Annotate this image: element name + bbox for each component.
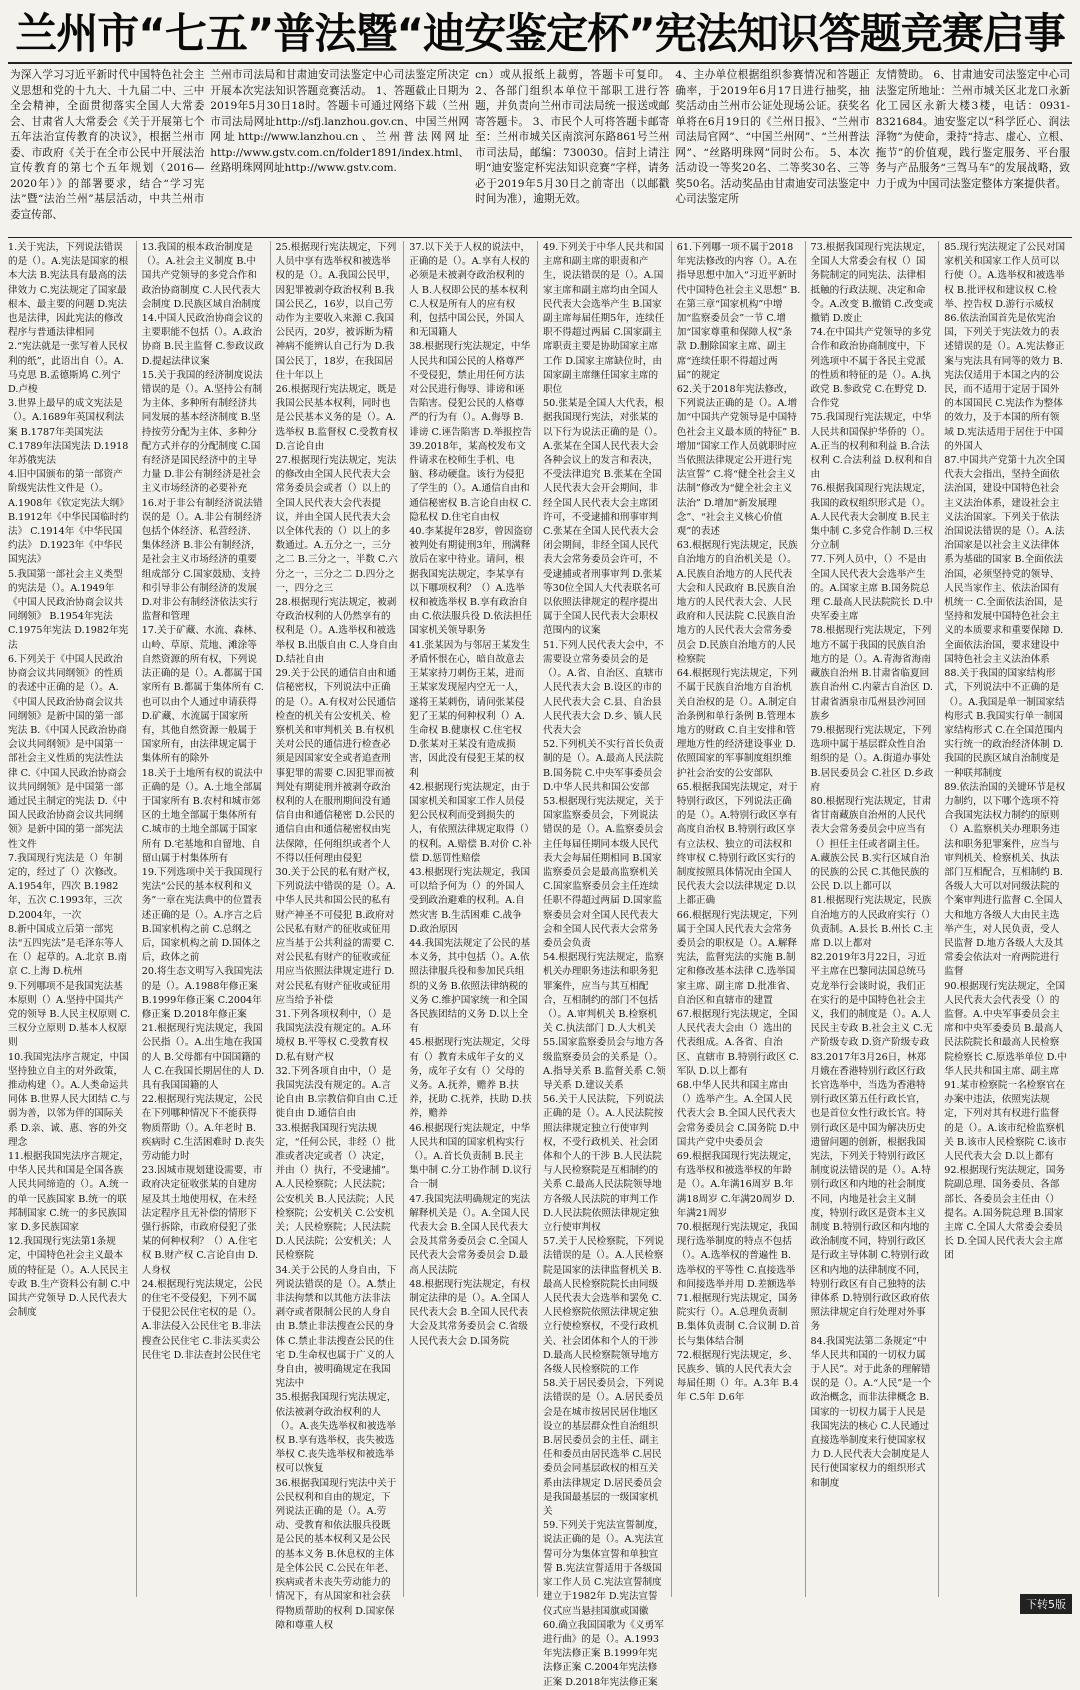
quiz-question: 61.下列哪一项不属于2018年宪法修改的内容（）。A.在指导思想中加入“习近平新时代中国特色社会主义思想” B.在第三章“国家机构”中增加“监察委员会”一节 C.增加“国家尊重和保障人权”条款 D.删除国家主席、副主席“连续任职不得超过两届”的规定 xyxy=(676,242,801,381)
quiz-question: 57.关于人民检察院，下列说法错误的是（）。A.人民检察院是国家的法律监督机关 B.最高人民检察院院长由同级人民代表大会选举和罢免 C.人民检察院依照法律规定独立行使检察权，不受行政机关、社会团体和个人的干涉 D.最高人民检察院领导地方各级人民检察院的工作 xyxy=(543,1236,664,1376)
quiz-question: 46.根据现行宪法规定，中华人民共和国的国家机构实行（）。A.首长负责制 B.民主集中制 C.分工协作制 D.议行合一制 xyxy=(409,1122,532,1191)
quiz-column xyxy=(275,241,405,1631)
quiz-question: 75.我国现行宪法规定，中华人民共和国保护华侨的（）。A.正当的权利和利益 B.合法权利 C.合法利益 D.权利和自由 xyxy=(810,412,933,481)
quiz-question: 21.根据现行宪法规定，我国公民指（）。A.出生地在我国的人 B.父母都有中国国籍的人 C.在我国长期居住的人 D.具有我国国籍的人 xyxy=(141,1023,265,1091)
quiz-question: 54.根据现行宪法规定，监察机关办理职务违法和职务犯罪案件，应当与其互相配合，互相制约的部门不包括（）。A.审判机关 B.检察机关 C.执法部门 D.人大机关 xyxy=(543,952,664,1035)
quiz-question: 77.下列人员中，（）不是由全国人民代表大会选举产生的。A.国家主席 B.国务院总理 C.最高人民法院院长 D.中央军委主席 xyxy=(810,554,933,623)
quiz-question: 88.关于我国的国家结构形式，下列说法中不正确的是（）。A.我国是单一制国家结构形式 B.我国实行单一制国家结构形式 C.在全国范围内实行统一的政治经济体制 D.我国的民族区域自治制度是一种联邦制度 xyxy=(944,668,1065,779)
quiz-question: 45.根据现行宪法规定，父母有（）教育未成年子女的义务，成年子女有（）父母的义务。A.抚养，赡养 B.扶养，抚助 C.抚养，扶助 D.扶养，赡养 xyxy=(409,1037,532,1120)
quiz-column xyxy=(944,241,1072,1597)
quiz-question: 67.根据现行宪法规定，全国人民代表大会由（）选出的代表组成。A.各省、自治区、直辖市 B.特别行政区 C.军队 D.以上都有 xyxy=(676,1008,799,1077)
quiz-question: 35.根据我国现行宪法规定，依法被剥夺政治权利的人（）。A.丧失选举权和被选举权 B.享有选举权，丧失被选举权 C.丧失选举权和被选举权可以恢复 xyxy=(275,1392,397,1475)
quiz-question: 10.我国宪法序言规定，中国坚持独立自主的对外政策，推动构建（）。A.人类命运共同体 B.世界人民大团结 C.与弱为善，以邻为伴的国际关系 D.亲、诚、惠、容的外交理念 xyxy=(8,1051,131,1148)
quiz-column xyxy=(677,241,806,1597)
quiz-question: 81.根据现行宪法规定，民族自治地方的人民政府实行（）负责制。A.县长 B.州长 C.主席 D.以上都对 xyxy=(810,895,934,949)
quiz-question: 91.某市检察院一名检察官在办案中违法，依照宪法规定，下列对其有权进行监督的是（）。A.该市纪检监察机关 B.该市人民检察院 C.该市人民代表大会 D.以上都有 xyxy=(944,1079,1067,1162)
quiz-question: 5.我国第一部社会主义类型的宪法是（）。A.1949年《中国人民政治协商会议共同纲领》 B.1954年宪法 C.1975年宪法 D.1982年宪法 xyxy=(8,568,129,651)
quiz-question: 25.根据现行宪法规定，下列人员中享有选举权和被选举权的是（）。A.我国公民甲，因犯罪被剥夺政治权利 B.我国公民乙，16岁，以自己劳动作为主要收入来源 C.我国公民丙，20岁，被诉断为精神病不能辨认自己行为 D.我国公民丁，18岁，在我国居住十年以上 xyxy=(275,242,397,381)
quiz-question: 32.下列各项自由中，（）是我国宪法没有规定的。A.言论自由 B.宗教信仰自由 C.迁徙自由 D.通信自由 xyxy=(275,1065,398,1120)
quiz-question: 74.在中国共产党领导的多党合作和政治协商制度中，下列选项中不属于各民主党派的性质和特征的是（）。A.执政党 B.参政党 C.在野党 D.合作党 xyxy=(810,327,932,410)
quiz-question: 22.根据现行宪法规定，公民在下列哪种情况下不能获得物质帮助（）。A.年老时 B.疾病时 C.生活困难时 D.丧失劳动能力时 xyxy=(141,1094,265,1162)
quiz-question: 16.对于非公有制经济说法错误的是（）。A.非公有制经济包括个体经济、私营经济、集体经济 B.非公有制经济，是社会主义市场经济的重要组成部分 C.国家鼓励、支持和引导非公有制经济的发展 D.对非公有制经济依法实行监督和管理 xyxy=(141,497,263,623)
quiz-question: 80.根据现行宪法规定，甘肃省甘南藏族自治州的人民代表大会常务委员会中应当有（）担任主任或者副主任。A.藏族公民 B.实行区域自治的民族的公民 C.其他民族的公民 D.以上都可以 xyxy=(810,795,932,893)
quiz-question: 39.2018年，某高校发布文件请求在校师生手机、电脑、移动硬盘。该行为侵犯了学生的（）。A.通信自由和通信秘密权 B.言论自由权 C.隐私权 D.住宅自由权 xyxy=(409,440,532,523)
quiz-question: 40.李某捉年28岁，曾因盗窃被判处有期徒刑3年，刑满释放后在家中待业。请问，根据我国宪法规定，李某享有以下哪项权利？（）A.选举权和被选举权 B.享有政治自由 C.依法服兵役 D.依法担任国家机关领导职务 xyxy=(409,526,533,637)
quiz-question: 89.依法治国的关键环节是权力制约，以下哪个选项不符合我国宪法权力制约的原则（）A.监察机关办理职务违法和职务犯罪案件，应当与审判机关、检察机关、执法部门互相配合，互相制约 B.各级人大可以对同级法院的个案审判进行监督 C.全国人大和地方各级人大由民主选举产生，对人民负责，受人民监督 D.地方各级人大及其常委会依法对一府两院进行监督 xyxy=(944,781,1066,978)
quiz-question: 15.关于我国的经济制度说法错误的是（）。A.坚持公有制为主体、多种所有制经济共同发展的基本经济制度 B.坚持按劳分配为主体、多种分配方式并存的分配制度 C.国有经济是国民经济中的主导力量 D.非公有制经济是社会主义市场经济的必要补充 xyxy=(141,369,263,495)
quiz-question: 37.以下关于人权的说法中，正确的是（）。A.享有人权的必须是未被剥夺政治权利的人 B.人权即公民的基本权利 C.人权是所有人的应有权利，包括中国公民，外国人和无国籍人 xyxy=(409,242,531,339)
quiz-question: 29.关于公民的通信自由和通信秘密权，下列说法中正确的是（）。A.有权对公民通信检查的机关有公安机关、检察机关和审判机关 B.有权机关对公民的通信进行检查必须是因国家安全或者追查刑事犯罪的需要 C.因犯罪而被判处有期徒刑并被剥夺政治权利的人在服刑期间没有通信自由和通信秘密 D.公民的通信自由和通信秘密权由宪法保障，任何组织或者个人不得以任何理由侵犯 xyxy=(275,668,397,864)
quiz-question: 52.下列机关不实行首长负责制的是（）。A.最高人民法院 B.国务院 C.中央军事委员会 D.中华人民共和国公安部 xyxy=(543,739,664,793)
quiz-question: 69.根据我国现行宪法规定，有选举权和被选举权的年龄是（）。A.年满16周岁 B.年满18周岁 C.年满20周岁 D.年满21周岁 xyxy=(676,1151,798,1219)
quiz-question: 11.根据我国宪法序言规定，中华人民共和国是全国各族人民共同缔造的（）。A.统一的单一民族国家 B.统一的联邦制国家 C.统一的多民族国家 D.多民族国家 xyxy=(8,1151,129,1234)
quiz-question: 85.现行宪法规定了公民对国家机关和国家工作人员可以行使（）。A.选举权和被选举权 B.批评权和建议权 C.检举、控告权 D.游行示威权 xyxy=(944,242,1066,310)
quiz-question: 48.根据现行宪法规定，有权制定法律的是（）。A.全国人民代表大会 B.全国人民代表大会及其常务委员会 C.省级人民代表大会 D.国务院 xyxy=(409,1278,531,1347)
quiz-question: 34.关于公民的人身自由，下列说法错误的是（）。A.禁止非法拘禁和以其他方法非法剥夺或者限制公民的人身自由 B.禁止非法搜查公民的身体 C.禁止非法搜查公民的住宅 D.生命权也属于广义的人身自由，被明确规定在我国宪法中 xyxy=(275,1264,397,1390)
quiz-question: 24.根据现行宪法规定，公民的住宅不受侵犯，下列不属于侵犯公民住宅权的是（）。A.非法侵入公民住宅 B.非法搜查公民住宅 C.非法买卖公民住宅 D.非法查封公民住宅 xyxy=(141,1278,263,1361)
quiz-question: 62.关于2018年宪法修改，下列说法正确的是（）。A.增加“中国共产党领导是中国特色社会主义最本质的特征” B.增加“国家工作人员就职时应当依照法律规定公开进行宪法宣誓” C.将“健全社会主义法制”修改为“健全社会主义法治” D.增加“新发展理念”、“社会主义核心价值观”的表述 xyxy=(676,384,801,538)
quiz-question: 72.根据现行宪法规定，乡、民族乡、镇的人民代表大会每届任期（）年。A.3年 B.4年 C.5年 D.6年 xyxy=(676,1349,799,1404)
headline-rule xyxy=(8,62,1072,64)
quiz-column xyxy=(811,241,940,1597)
quiz-question: 43.根据现行宪法规定，我国可以给予何为（）的外国人受到政治避难的权利。A.自然灾害 B.生活困难 C.战争 D.政治原因 xyxy=(409,866,531,935)
quiz-question: 64.根据现行宪法规定，下列不属于民族自治地方自治机关自治权的是（）。A.制定自治条例和单行条例 B.管理本地方的财政 C.自主安排和管理地方性的经济建设事业 D.依照国家的军事制度组织维护社会治安的公安部队 xyxy=(676,668,798,779)
quiz-question: 30.关于公民的私有财产权，下列说法中错误的是（）。A.中华人民共和国公民的私有财产神圣不可侵犯 B.政府对公民私有财产的征收或征用应当基于公共利益的需要 C.对公民私有财产的征收或征用应当依照法律规定进行 D.对公民私有财产征收或征用应当给予补偿 xyxy=(275,866,397,1006)
quiz-question: 14.中国人民政治协商会议的主要职能不包括（）。A.政治协商 B.民主监督 C.参政议政 D.提起法律议案 xyxy=(141,313,264,367)
quiz-question: 44.我国宪法规定了公民的基本义务，其中包括（）。A.依照法律服兵役和参加民兵组织的义务 B.依照法律纳税的义务 C.维护国家统一和全国各民族团结的义务 D.以上全有 xyxy=(409,937,531,1035)
quiz-question: 51.下列人民代表大会中，不需要设立常务委员会的是（）。A.省、自治区、直辖市人民代表大会 B.设区的市的人民代表大会 C.县、自治县人民代表大会 D.乡、镇人民代表大会 xyxy=(543,639,664,736)
quiz-question: 68.中华人民共和国主席由（）选举产生。A.全国人民代表大会 B.全国人民代表大会常务委员会 C.国务院 D.中国共产党中央委员会 xyxy=(676,1079,800,1148)
quiz-question: 13.我国的根本政治制度是（）。A.社会主义制度 B.中国共产党领导的多党合作和政治协商制度 C.人民代表大会制度 D.民族区域自治制度 xyxy=(141,242,261,310)
quiz-question: 63.根据现行宪法规定，民族自治地方的自治机关是（）。A.民族自治地方的人民代表大会和人民政府 B.民族自治地方的人民代表大会、人民政府和人民法院 C.民族自治地方的人民代表大会常务委员会 D.民族自治地方的人民检察院 xyxy=(676,540,798,665)
quiz-question: 9.下列哪项不是我国宪法基本原则（）A.坚持中国共产党的领导 B.人民主权原则 C.三权分立原则 D.基本人权原则 xyxy=(8,980,131,1049)
quiz-question: 82.2019年3月22日，习近平主席在巴黎同法国总统马克龙举行会谈时说，我们正在实行的是中国特色社会主义，我们的制度是（）。A.人民民主专政 B.社会主义 C.无产阶级专政 D.资产阶级专政 xyxy=(810,952,933,1049)
quiz-column xyxy=(409,241,538,1597)
quiz-question: 47.我国宪法明确规定的宪法解释机关是（）。A.全国人民代表大会 B.全国人民代表大会及其常务委员会 C.全国人民代表大会常务委员会 D.最高人民法院 xyxy=(409,1193,531,1276)
quiz-column xyxy=(142,241,271,1597)
quiz-question: 71.根据现行宪法规定，国务院实行（）。A.总理负责制 B.集体负责制 C.合议制 D.首长与集体结合制 xyxy=(676,1293,800,1347)
section-rule xyxy=(8,237,1072,238)
quiz-question: 49.下列关于中华人民共和国主席和副主席的职责和产生，说法错误的是（）。A.国家主席和副主席均由全国人民代表大会选举产生 B.国家副主席每届任期5年，连续任职不得超过两届 C.国家副主席职责主要是协助国家主席工作 D.国家主席缺位时，由国家副主席继任国家主席的职位 xyxy=(543,242,665,396)
quiz-question: 76.根据我国现行宪法规定，我国的政权组织形式是（）。A.人民代表大会制度 B.民主集中制 C.多党合作制 D.三权分立制 xyxy=(810,483,933,552)
quiz-question: 58.关于居民委员会，下列说法错误的是（）。A.居民委员会是在城市按居民居住地区设立的基层群众性自治组织 B.居民委员会的主任、副主任和委员由居民选举 C.居民委员会同基层政权的相互关系由法律规定 D.居民委员会是我国最基层的一级国家机关 xyxy=(543,1378,664,1518)
quiz-question: 66.根据现行宪法规定，下列属于全国人民代表大会常务委员会的职权是（）。A.解释宪法，监督宪法的实施 B.制定和修改基本法律 C.选举国家主席、副主席 D.批准省、自治区和直辖市的建置 xyxy=(676,909,798,1006)
quiz-question: 18.关于土地所有权的说法中正确的是（）。A.土地全部属于国家所有 B.农村和城市郊区的土地全部属于集体所有 C.城市的土地全部属于国家所有 D.宅基地和自留地、自留山属于村集体所有 xyxy=(141,767,263,864)
quiz-question: 41.张某因为与邻居王某发生矛盾怀恨在心，暗自故意去王某家持刀刺伤王某，进而王某家发现屋内空无一人，遂将王某刺伤，请问张某侵犯了王某的何种权利（）A.生命权 B.健康权 C.住宅权 D.张某对王某没有造成损害，因此没有侵犯王某的权利 xyxy=(409,639,531,779)
quiz-question: 20.将生态文明写入我国宪法的是（）。A.1988年修正案 B.1999年修正案 C.2004年修正案 D.2018年修正案 xyxy=(141,966,263,1020)
quiz-question: 42.根据现行宪法规定，由于国家机关和国家工作人员侵犯公民权利而受到损失的人，有依照法律规定取得（）的权利。A.赔偿 B.对价 C.补偿 D.惩罚性赔偿 xyxy=(409,781,532,864)
intro-paragraph: 兰州市司法局和甘肃迪安司法鉴定中心司法鉴定所决定开展本次宪法知识答题竞赛活动。 1、答题截止日期为2019年5月30日18时。答题卡可通过网络下载（兰州市司法局网址http://sfj.lanzhou.gov.cn、中国兰州网网址http://www.lanzhou.cn、兰州普法网网址http://www.gstv.com.cn/folder1891/index.html、丝路明珠网网址http://www.gstv.com. xyxy=(210,69,470,174)
intro-paragraph: 为深入学习习近平新时代中国特色社会主义思想和党的十九大、十九届二中、三中全会精神，全面贯彻落实全国人大常委会、甘肃省人大常委会《关于开展第七个五年法治宣传教育的决议》，根据兰州市委、市政府《关于在全市公民中开展法治宣传教育的第七个五年规划（2016—2020年）》的部署要求，结合“学习宪法”暨“法治兰州”基层活动，中共兰州市委宣传部、 xyxy=(10,69,205,221)
continued-note: 下转5版 xyxy=(1020,1594,1072,1614)
headline: 兰州市“七五”普法暨“迪安鉴定杯”宪法知识答题竞赛启事 xyxy=(15,9,1065,58)
quiz-question: 6.下列关于《中国人民政治协商会议共同纲领》的性质的表述中正确的是（）。A.《中国人民政治协商会议共同纲领》是新中国的第一部宪法 B.《中国人民政治协商会议共同纲领》是中国第一部社会主义性质的宪法性法律 C.《中国人民政治协商会议共同纲领》是中国第一部通过民主制定的宪法 D.《中国人民政治协商会议共同纲领》是新中国的第一部宪法性文件 xyxy=(8,653,127,850)
quiz-question: 60.确立我国国歌为《义勇军进行曲》的是（）。A.1993年宪法修正案 B.1999年宪法修正案 C.2004年宪法修正案 D.2018年宪法修正案 xyxy=(543,1619,664,1688)
quiz-question: 78.根据现行宪法规定，下列地方不属于我国的民族自治地方的是（）。A.青海省海南藏族自治州 B.甘肃省临夏回族自治州 C.内蒙古自治区 D.甘肃省酒泉市瓜州县沙河回族乡 xyxy=(810,625,933,722)
quiz-question: 19.下列选项中关于我国现行宪法“公民的基本权利和义务”一章在宪法典中的位置表述正确的是（）。A.序言之后 B.国家机构之前 C.总纲之后，国家机构之前 D.国体之后，政体之前 xyxy=(141,866,263,964)
intro-paragraph: cn）或从报纸上裁剪，答题卡可复印。 2、各部门组织本单位干部职工进行答题，并负责向兰州市司法局统一报送或邮寄答题卡。 3、市民个人可将答题卡邮寄至：兰州市城关区南滨河东路861号兰州市司法局，邮编：730030。信封上请注明“迪安鉴定杯宪法知识竞赛”字样，请务必于2019年5月30日之前寄出（以邮戳时间为准），逾期无效。 xyxy=(475,69,670,205)
quiz-question: 27.根据现行宪法规定，宪法的修改由全国人民代表大会常务委员会或者（）以上的全国人民代表大会代表提议，并由全国人民代表大会以全体代表的（）以上的多数通过。A.五分之一，三分之二 B.三分之一，半数 C.六分之一，三分之二 D.四分之一，四分之三 xyxy=(275,455,398,594)
quiz-question: 73.根据我国现行宪法规定，全国人大常委会有权（）国务院制定的同宪法、法律相抵触的行政法规、决定和命令。A.改变 B.撤销 C.改变或撤销 D.废止 xyxy=(810,242,934,325)
quiz-question: 7.我国现行宪法是（）年制定的，经过了（）次修改。A.1954年，四次 B.1982年，五次 C.1993年，三次 D.2004年，一次 xyxy=(8,852,124,921)
quiz-question: 38.根据现行宪法规定，中华人民共和国公民的人格尊严不受侵犯，禁止用任何方法对公民进行侮辱、诽谤和诬告陷害。侵犯公民的人格尊严的行为有（）。A.侮辱 B.诽谤 C.诬告陷害 D.举报控告 xyxy=(409,341,532,438)
quiz-question: 84.我国宪法第二条规定“中华人民共和国的一切权力属于人民”。对于此条的理解错误的是（）。A.“人民”是一个政治概念，而非法律概念 B.国家的一切权力属于人民是我国宪法的核心 C.人民通过直接选举制度来行使国家权力 D.人民代表大会制度是人民行使国家权力的组织形式和制度 xyxy=(810,1335,932,1489)
quiz-column xyxy=(543,241,672,1688)
quiz-question: 56.关于人民法院，下列说法正确的是（）。A.人民法院按照法律规定独立行使审判权，不受行政机关、社会团体和个人的干涉 B.人民法院与人民检察院是互相制约的关系 C.最高人民法院领导地方各级人民法院的审判工作 D.人民法院依照法律规定独立行使审判权 xyxy=(543,1094,664,1234)
intro-section xyxy=(8,66,1072,234)
quiz-question: 65.根据我国宪法规定，对于特别行政区，下列说法正确的是（）。A.特别行政区享有高度自治权 B.特别行政区享有立法权、独立的司法权和终审权 C.特别行政区实行的制度按照具体情况由全国人民代表大会以法律规定 D.以上都正确 xyxy=(676,781,798,907)
quiz-question: 50.张某是全国人大代表，根据我国现行宪法，对张某的以下行为说法正确的是（）。A.张某在全国人民代表大会各种会议上的发言和表决，不受法律追究 B.张某在全国人民代表大会开会期间，非经全国人民代表大会主席团许可，不受逮捕和刑事审判 C.张某在全国人民代表大会闭会期间，非经全国人民代表大会常务委员会许可，不受逮捕或者刑事审判 D.张某等30位全国人大代表联名可以依照法律规定的程序提出属于全国人民代表大会职权范围内的议案 xyxy=(543,398,664,637)
quiz-question: 28.根据现行宪法规定，被剥夺政治权利的人仍然享有的权利是（）。A.选举权和被选举权 B.出版自由 C.人身自由 D.结社自由 xyxy=(275,597,398,665)
quiz-column xyxy=(8,241,137,1597)
quiz-question: 1.关于宪法，下列说法错误的是（）。A.宪法是国家的根本大法 B.宪法具有最高的法律效力 C.宪法规定了国家最根本、最主要的问题 D.宪法也是法律，因此宪法的修改程序与普通法律相同 xyxy=(8,242,129,339)
quiz-question: 53.根据现行宪法规定，关于国家监察委员会，下列说法错误的是（）。A.监察委员会主任每届任期同本级人民代表大会每届任期相同 B.国家监察委员会是最高监察机关 C.国家监察委员会主任连续任职不得超过两届 D.国家监察委员会对全国人民代表大会和全国人民代表大会常务委员会负责 xyxy=(543,795,664,949)
quiz-question: 31.下列各项权利中，（）是我国宪法没有规定的。A.环境权 B.平等权 C.受教育权 D.私有财产权 xyxy=(275,1008,392,1063)
quiz-question: 90.根据现行宪法规定，全国人民代表大会代表受（）的监督。A.中央军事委员会主席和中央军委委员 B.最高人民法院院长和最高人民检察院检察长 C.原选举单位 D.中华人民共和国主席、副主席 xyxy=(944,980,1067,1077)
quiz-question: 12.我国现行宪法第1条规定，中国特色社会主义最本质的特征是（）。A.人民民主专政 B.生产资料公有制 C.中国共产党领导 D.人民代表大会制度 xyxy=(8,1236,131,1319)
quiz-question: 36.根据我国现行宪法中关于公民权利和自由的规定，下列说法正确的是（）。A.劳动、受教育和依法服兵役既是公民的基本权利又是公民的基本义务 B.休息权的主体是全体公民 C.公民在年老、疾病或者未丧失劳动能力的情况下，有从国家和社会获得物质帮助的权利 D.国家保障和尊重人权 xyxy=(275,1477,397,1631)
quiz-question: 83.2017年3月26日，林郑月娥在香港特别行政区行政长官选举中，当选为香港特别行政区第五任行政长官，也是首位女性行政长官。特别行政区是中国为解决历史遗留问题的创新，根据我国宪法，下列关于特别行政区制度说法错误的是（）。A.特别行政区和内地的社会制度不同，内地是社会主义制度，特别行政区是资本主义制度 B.特别行政区和内地的政治制度不同，特别行政区是行政主导体制 C.特别行政区和内地的法律制度不同，特别行政区有自己独特的法律体系 D.特别行政区政府依照法律规定自行处理对外事务 xyxy=(810,1051,931,1333)
quiz-question: 55.国家监察委员会与地方各级监察委员会的关系是（）。A.指导关系 B.监督关系 C.领导关系 D.建议关系 xyxy=(543,1037,666,1091)
quiz-question: 4.旧中国颁布的第一部资产阶级宪法性文件是（）。A.1908年《钦定宪法大纲》 B.1912年《中华民国临时约法》 C.1914年《中华民国约法》 D.1923年《中华民国宪法》 xyxy=(8,469,129,566)
quiz-question: 59.下列关于宪法宣誓制度，说法正确的是（）。A.宪法宣誓可分为集体宣誓和单独宣誓 B.宪法宣誓适用于各级国家工作人员 C.宪法宣誓制度建立于1982年 D.宪法宣誓仪式应当悬挂国旗或国徽 xyxy=(543,1520,664,1617)
quiz-question: 87.中国共产党第十九次全国代表大会指出，坚持全面依法治国，建设中国特色社会主义法治体系，建设社会主义法治国家。下列关于依法治国说法错误的是（）。A.法治国家是以社会主义法律体系为基础的国家 B.全面依法治国，必须坚持党的领导、人民当家作主、依法治国有机统一 C.全面依法治国，是坚持和发展中国特色社会主义的本质要求和重要保障 D.全面依法治国，要求建设中国特色社会主义法治体系 xyxy=(944,455,1066,665)
quiz-question: 86.依法治国首先是依宪治国，下列关于宪法效力的表述错误的是（）。A.宪法修正案与宪法具有同等的效力 B.宪法仅适用于本国之内的公民，而不适用于定居于国外的本国国民 C.宪法作为整体的效力，及于本国的所有领域 D.宪法适用于居住于中国的外国人 xyxy=(944,313,1065,452)
quiz-question: 79.根据现行宪法规定，下列选项中属于基层群众性自治组织的是（）。A.街道办事处 B.居民委员会 C.社区 D.乡政府 xyxy=(810,724,934,793)
intro-paragraph: 4、主办单位根据组织参赛情况和答题正确率，于2019年6月17日进行抽奖，抽奖活动由兰州市公证处现场公证。获奖名单将在6月19日的《兰州日报》、“兰州市司法局官网”、“中国兰州网”、“兰州普法网”、“丝路明珠网”同时公布。 5、本次活动设一等奖20名、二等奖30名、三等奖50名。活动奖品由甘肃迪安司法鉴定中心司法鉴定所 xyxy=(675,69,870,205)
quiz-question: 17.关于矿藏、水流、森林、山岭、草原、荒地、滩涂等自然资源的所有权，下列说法正确的是（）。A.都属于国家所有 B.都属于集体所有 C.也可以由个人通过申请获得 D.矿藏、水流属于国家所有，其他自然资源一般属于国家所有，由法律规定属于集体所有的除外 xyxy=(141,625,264,765)
quiz-question: 70.根据现行宪法规定，我国现行选举制度的特点不包括（）。A.选举权的普遍性 B.选举权的平等性 C.直接选举和间接选举并用 D.差额选举 xyxy=(676,1222,798,1290)
quiz-question: 26.根据现行宪法规定，既是我国公民基本权利，同时也是公民基本义务的是（）。A.选举权 B.监督权 C.受教育权 D.言论自由 xyxy=(275,384,398,452)
quiz-question: 3.世界上最早的成文宪法是（）。A.1689年英国权利法案 B.1787年美国宪法 C.1789年法国宪法 D.1918年苏俄宪法 xyxy=(8,398,129,467)
quiz-question: 2.“宪法就是一张写着人民权利的纸”，此语出自（）。A.马克思 B.孟德斯鸠 C.列宁 D.卢梭 xyxy=(8,341,128,396)
quiz-question: 23.因城市规划建设需要，市政府决定征收张某的自建房屋及其土地使用权，在未经法定程序且无补偿的情形下强行拆除，市政府侵犯了张某的何种权利？（）A.住宅权 B.财产权 C.言论自由 D.人身权 xyxy=(141,1165,263,1276)
quiz-question: 8.新中国成立后第一部宪法“五四宪法”是毛泽东等人在（）起草的。A.北京 B.南京 C.上海 D.杭州 xyxy=(8,923,128,978)
intro-paragraph: 友情赞助。 6、甘肃迪安司法鉴定中心司法鉴定所地址：兰州市城关区北龙口永新化工园区永新大楼3楼，电话：0931-8321684。迪安鉴定以“科学匠心、润法泽物”为使命，秉持“持志、虚心、立根、拖节”的价值观，践行鉴定服务、平台服务与产品服务“三驾马车”的发展战略，致力于成为中国司法鉴定整体方案提供者。 xyxy=(875,69,1070,190)
quiz-question: 92.根据现行宪法规定，国务院副总理、国务委员、各部部长、各委员会主任由（）提名。A.国务院总理 B.国家主席 C.全国人大常委会委员长 D.全国人民代表大会主席团 xyxy=(944,1165,1066,1262)
quiz-question: 33.根据我国现行宪法规定，“任何公民，非经（）批准或者决定或者（）决定，并由（）执行，不受逮捕”。A.人民检察院；人民法院；公安机关 B.人民法院；人民检察院；公安机关 C.公安机关；人民检察院；人民法院 D.人民法院；公安机关；人民检察院 xyxy=(275,1122,396,1262)
